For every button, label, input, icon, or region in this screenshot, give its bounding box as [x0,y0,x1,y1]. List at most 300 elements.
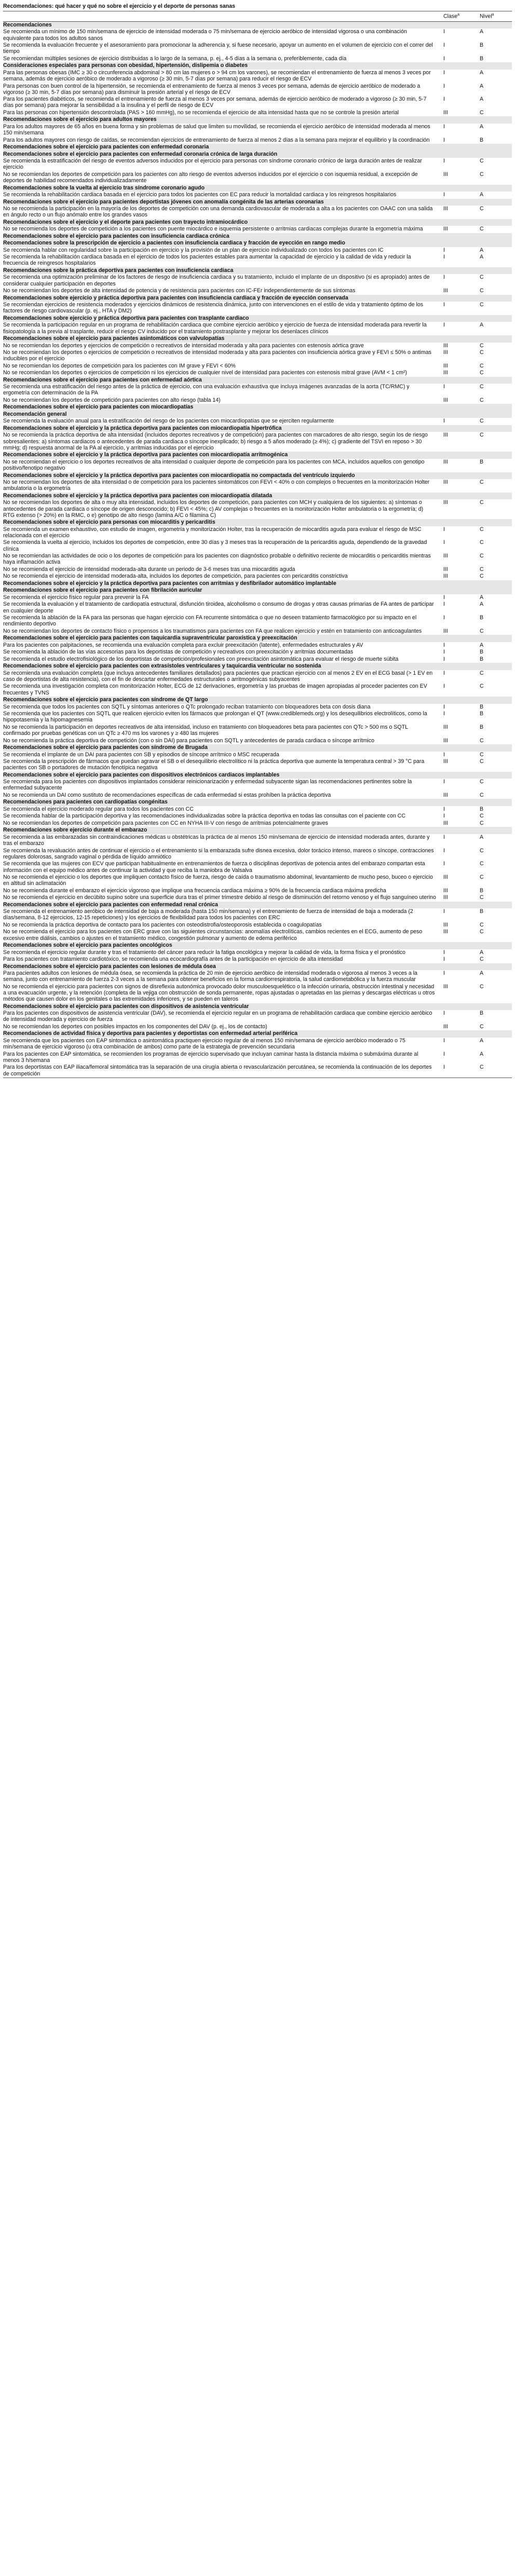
class-value: III [443,206,448,212]
recommendation-text: No se recomienda la práctica deportiva de competición (con o sin DAI) para pacientes con SQTL y antecedentes de parada cardiaca o síncope arrítmico [3,737,375,744]
class-value: I [443,806,445,812]
recommendation-text: Se recomienda hablar de la participación deportiva y las recomendaciones individualizadas sobre la práctica deportiva en todas las consultas con el paciente con CC [3,813,405,820]
section-title: Recomendaciones sobre el ejercicio para adultos mayores [3,116,512,124]
class-value: I [443,861,445,867]
recommendation-text: No se recomienda un DAI como sustituto de recomendaciones específicas de cada enfermedad si estas prohíben la práctica deportiva [3,792,331,798]
class-value: I [443,254,445,261]
recommendation-row [3,110,512,117]
class-value: I [443,949,445,956]
section-title: Recomendaciones sobre ejercicio y práctica deportiva para pacientes con insuficiencia cardiaca y fracción de eyección conservada [3,295,512,302]
class-value: I [443,649,445,656]
section-title: Recomendaciones sobre el ejercicio para pacientes con insuficiencia cardiaca crónica [3,233,512,240]
level-value: B [480,806,484,812]
recommendation-row [3,247,512,254]
recommendation-row [3,288,512,295]
recommendation-row [3,1024,512,1031]
section-header-row [3,697,512,704]
recommendation-row [3,254,512,267]
level-value: A [480,834,484,840]
section-title: Recomendaciones sobre el ejercicio para pacientes con dispositivos electrónicos cardiacos implantables [3,772,512,779]
recommendation-row [3,929,512,942]
level-value: A [480,949,484,956]
level-value: B [480,887,484,894]
recommendation-row [3,302,512,315]
level-value: A [480,601,484,608]
section-title: Recomendaciones sobre el ejercicio y la práctica deportiva para pacientes con miocardiopatía dilatada [3,493,512,500]
level-value: C [480,553,484,560]
recommendation-row [3,984,512,1003]
recommendation-text: Se recomiendan ejercicios de resistencia moderados y ejercicios dinámicos de resistencia dinámica, junto con intervenciones en el estilo de vida y tratamiento óptimo de los factores de riesgo cardiovascular (p. ej., HTA y DM2) [3,302,424,315]
level-value: C [480,813,484,820]
section-header-row [3,472,512,480]
level-value: C [480,384,484,390]
class-value: I [443,656,445,662]
recommendation-text: Se recomiendan múltiples sesiones de ejercicio distribuidas a lo largo de la semana, p. ej., 4-5 días a la semana o, preferiblemente, cada día [3,55,347,62]
section-title: Recomendaciones sobre el ejercicio para pacientes deportistas jóvenes con anomalía congénita de las arterias coronarias [3,199,512,206]
recommendation-text: Para los pacientes con palpitaciones, se recomienda una evaluación completa para excluir preexcitación (latente), enfermedades estructurales y AV [3,642,363,648]
class-value: I [443,123,445,130]
level-value: C [480,370,484,376]
section-title: Recomendaciones sobre el ejercicio para pacientes con enfermedad renal crónica [3,902,512,909]
section-header-row [3,411,512,418]
class-value: III [443,566,448,573]
recommendation-text: No se recomienda la participación en la mayoría de los deportes de competición con una demanda cardiovascular de moderada a alta a los pacientes con OAAC con una salida en ángulo recto o un flujo anómalo entre los grandes vasos [3,206,433,219]
level-value: C [480,683,484,690]
class-value: III [443,397,448,403]
recommendation-row [3,813,512,820]
recommendation-text: Para las personas con hipertensión descontrolada (PAS > 160 mmHg), no se recomienda el ejercicio de alta intensidad hasta que no se controle la presión arterial [3,109,399,116]
level-value: B [480,908,484,915]
recommendation-text: No se recomienda la participación en deportes recreativos de alta intensidad, incluso en tratamiento con bloqueadores beta para pacientes con QTc > 500 ms o SQTL confirmado por pruebas genéticas con un QTc ≥ 470 ms los varones y ≥ 480 las mujeres [3,724,408,737]
level-value: C [480,573,484,580]
recommendation-row [3,1051,512,1065]
section-title: Recomendaciones sobre la prescripción de ejercicio a pacientes con insuficiencia cardiaca y fracción de eyección en rango medio [3,240,512,247]
level-value: C [480,342,484,349]
recommendation-row [3,848,512,861]
section-header-row [3,295,512,302]
recommendation-row [3,566,512,574]
recommendation-text: No se recomiendan los deportes y ejercicios de competición o recreativos de intensidad moderada y alta para pacientes con estenosis aórtica grave [3,342,364,349]
section-header-row [3,587,512,594]
level-value: C [480,894,484,901]
level-value: B [480,458,484,465]
section-header-row [3,452,512,459]
class-value: I [443,683,445,690]
section-title: Recomendaciones de actividad física y deportiva para pacientes y deportistas con enfermedad arterial periférica [3,1030,512,1038]
section-title: Recomendaciones sobre el ejercicio y la práctica deportiva para pacientes con miocardiopatía hipertrófica [3,425,512,432]
level-value: C [480,349,484,356]
recommendation-row [3,206,512,219]
level-value: C [480,171,484,178]
section-header-row [3,219,512,226]
recommendation-text: Se recomienda que las mujeres con ECV que participan habitualmente en entrenamientos de fuerza o disciplinas deportivas de potencia antes del embarazo compartan esta información con el equipo médico antes de continuar la actividad y que reciba la maniobra de Valsalva [3,861,425,874]
recommendation-text: Se recomienda la participación regular en un programa de rehabilitación cardiaca que combine ejercicio aeróbico y ejercicio de fuerza de intensidad moderada para revertir la fisiopatología a la previa al trasplante, reducir el riesgo CV inducido por el tratamiento postrasplante y mejorar los desenlaces clínicos [3,322,427,335]
recommendation-row [3,499,512,519]
level-value: C [480,628,484,634]
class-value: III [443,874,448,881]
recommendation-text: Se recomienda la revaluación antes de continuar el ejercicio o el entrenamiento si la embarazada sufre disnea excesiva, dolor torácico intenso, mareos o síncope, contracciones regulares dolorosas, sangrado vaginal o pérdida de líquido amniótico [3,847,434,860]
recommendation-row [3,539,512,553]
class-value: I [443,1010,445,1017]
class-value: III [443,894,448,901]
section-title: Recomendaciones sobre el ejercicio para pacientes con síndrome de QT largo [3,697,512,704]
recommendation-text: No se recomiendan los deportes o ejercicios de competición o recreativos de intensidad moderada y alta para pacientes con insuficiencia aórtica grave y FEVI ≤ 50% o antimas inducibles por el ejercicio [3,349,431,362]
section-title: Recomendaciones sobre el ejercicio para pacientes con enfermedad coronaria crónica de larga duración [3,151,512,158]
section-header-row [3,580,512,588]
section-title: Recomendaciones sobre el ejercicio para personas con miocarditis y pericarditis [3,519,512,526]
recommendation-row [3,792,512,799]
recommendation-text: Se recomienda el ejercicio moderado regular para todos los pacientes con CC [3,806,194,812]
recommendation-text: Para los deportistas con EAP iliaca/femoral sintomática tras la separación de una cirugía abierta o revascularización percutánea, se recomienda la continuación de los deportes de competición [3,1064,443,1078]
level-value: C [480,109,484,116]
recommendation-text: No se recomiendan el ejercicio o los deportes recreativos de alta intensidad o cualquier deporte de competición para los pacientes con MCA, incluidos aquellos con genotipo positivo/fenotipo negativo [3,458,425,472]
section-header-row [3,233,512,240]
recommendation-row [3,1064,512,1078]
section-title: Recomendaciones [3,21,512,29]
recommendation-text: Se recomienda la ablación de las vías accesorias para los deportistas de competición y recreativos con preexcitación y arritmias documentadas [3,649,354,656]
section-header-row [3,240,512,247]
recommendation-row [3,642,512,649]
level-value: B [480,137,484,143]
class-value: I [443,970,445,977]
recommendation-row [3,343,512,350]
level-value: A [480,69,484,76]
recommendation-text: Se recomienda que los pacientes con EAP sintomática o asintomática practiquen ejercicio regular de al menos 150 min/semana de ejercicio aeróbico moderado o 75 min/semana de ejercicio vigoroso (u otra combinación de ambos) como parte de la estrategia de prevención secundaria [3,1037,405,1051]
recommendation-text: No se recomiendan los deportes de competición para los pacientes con IM grave y FEVI < 60% [3,362,236,369]
level-value: B [480,656,484,662]
section-header-row [3,799,512,806]
recommendation-text: Se recomienda la vuelta al ejercicio, incluidos los deportes de competición, entre 30 días y 3 meses tras la recuperación de la pericarditis aguda, dependiendo de la gravedad clínica [3,539,427,552]
level-value: C [480,820,484,826]
recommendation-row [3,459,512,472]
level-value: C [480,1023,484,1030]
recommendation-text: No se recomiendan los deportes de competición para pacientes con alto riesgo (tabla 14) [3,397,221,403]
section-title: Recomendaciones sobre el ejercicio para pacientes con síndrome de Brugada [3,744,512,752]
recommendation-text: No se recomiendan las actividades de ocio o los deportes de competición para los pacientes con diagnóstico probable o definitivo reciente de miocarditis o pericarditis mientras haya inflamación activa [3,553,431,566]
section-header-row [3,902,512,909]
recommendation-text: Para personas con buen control de la hipertensión, se recomienda el entrenamiento de fuerza al menos 3 veces por semana, además de ejercicio aeróbico de moderado a vigoroso (≥ 30 min, 5-7 días por semana) para disminuir la presión arterial y el riesgo de ECV [3,83,421,96]
class-value: III [443,432,448,439]
section-header-row [3,963,512,971]
recommendation-row [3,628,512,635]
section-title: Recomendaciones sobre el ejercicio para pacientes con enfermedad coronaria [3,144,512,151]
level-value: C [480,226,484,233]
section-title: Recomendación general [3,411,512,418]
recommendation-row [3,432,512,452]
class-value: I [443,956,445,963]
class-value: I [443,69,445,76]
level-value: C [480,499,484,506]
recommendation-text: Para los adultos mayores de 65 años en buena forma y sin problemas de salud que limiten su movilidad, se recomienda el ejercicio aeróbico de intensidad moderada al menos 150 min/semana [3,123,430,137]
recommendation-row [3,752,512,759]
section-title: Recomendaciones sobre el ejercicio y la práctica deportiva para pacientes con miocardiopatía no compactada del ventrículo izquierdo [3,472,512,480]
level-value: A [480,322,484,329]
recommendation-text: Se recomienda el estudio electrofisiológico de los deportistas de competición/profesionales con preexcitación asintomática para evaluar el riesgo de muerte súbita [3,656,399,662]
section-title: Recomendaciones sobre el ejercicio y la práctica deportiva para pacientes con miocardiopatía arritmogénica [3,452,512,459]
section-title: Recomendaciones sobre el ejercicio y la práctica deportiva para pacientes con arritmias y desfibrilador automático implantable [3,580,512,588]
level-value: C [480,1064,512,1078]
section-header-row [3,315,512,322]
recommendation-row [3,29,512,42]
header-recommendation [3,11,443,21]
class-value: III [443,479,448,486]
recommendation-row [3,56,512,63]
class-value: III [443,573,448,580]
recommendation-row [3,124,512,137]
level-value: B [480,55,484,62]
recommendation-row [3,874,512,888]
section-header-row [3,144,512,151]
class-value: I [443,642,445,648]
class-value: I [443,1037,445,1044]
section-title: Recomendaciones sobre la vuelta al ejercicio tras síndrome coronario agudo [3,185,512,192]
section-header-row [3,1030,512,1038]
recommendation-text: Se recomienda la prescripción de fármacos que puedan agravar el SB o el desequilibrio electrolítico ni la práctica deportiva que aumente la temperatura central > 39 °C para pacientes con SB o portadores de mutación fenotípica negativa [3,758,425,771]
section-title: Recomendaciones sobre el ejercicio para pacientes con miocardiopatías [3,404,512,411]
section-title: Recomendaciones sobre el ejercicio para pacientes con lesiones de médula ósea [3,963,512,971]
recommendation-text: Se recomienda una investigación completa con monitorización Holter, ECG de 12 derivaciones, ergometría y las pruebas de imagen apropiadas al proceder pacientes con EV frecuentes y TVNS [3,683,427,696]
level-value: B [480,649,484,656]
class-value: III [443,887,448,894]
recommendation-text: Se recomienda la evaluación y el tratamiento de cardiopatía estructural, disfunción tiroidea, alcoholismo o consumo de drogas y otras causas primarias de FA antes de participar en cualquier deporte [3,601,434,614]
recommendation-text: Se recomienda el entrenamiento aeróbico de intensidad de baja a moderada (hasta 150 min/semana) y el entrenamiento de fuerza de intensidad de baja a moderada (2 días/semana, 8-12 ejercicios, 12-15 repeticiones) y los ejercicios de flexibilidad para todos los pacientes con ERC [3,908,413,921]
level-value: C [480,861,484,867]
section-header-row [3,377,512,384]
footnote-marker: a [492,13,494,17]
class-value: I [443,418,445,425]
class-value: I [443,302,445,308]
section-header-row [3,744,512,752]
recommendation-text: Para pacientes adultos con lesiones de médula ósea, se recomienda la práctica de 20 min de ejercicio aeróbico de intensidad moderada o vigorosa al menos 3 veces a la semana, junto con entrenamiento de fuerza 2-3 veces a la semana para obtener beneficios en la forma cardiorrespiratoria, la salud cardiometabólica y la fuerza muscular [3,970,417,983]
recommendation-row [3,384,512,397]
section-header-row [3,404,512,411]
recommendation-row [3,1038,512,1051]
recommendation-text: No se recomienda el ejercicio de intensidad moderada-alta durante un periodo de 3-6 meses tras una miocarditis aguda [3,566,295,573]
recommendations-table-page [0,0,515,1081]
section-title: Recomendaciones sobre el ejercicio para pacientes con enfermedad aórtica [3,377,512,384]
class-value: III [443,288,448,294]
recommendation-text: No se recomienda el ejercicio o los deportes que impliquen contacto físico de fuerza, riesgo de caída o traumatismo abdominal, levantamiento de mucho peso, buceo o ejercicio en altitud sin aclimatación [3,874,433,887]
recommendation-row [3,370,512,377]
section-title: Recomendaciones sobre el ejercicio para pacientes oncológicos [3,942,512,949]
level-value: B [480,711,484,717]
class-value: I [443,83,445,89]
recommendation-text: Se recomienda la estratificación del riesgo de eventos adversos inducidos por el ejercicio para personas con síndrome coronario crónico de larga duración antes de realizar ejercicio [3,158,422,171]
level-value: C [480,670,484,676]
recommendation-row [3,820,512,827]
class-value: I [443,192,445,198]
class-value: III [443,362,448,369]
level-value: A [480,970,484,977]
class-value: III [443,370,448,376]
recommendation-row [3,861,512,874]
class-value: I [443,1051,445,1057]
class-value: I [443,29,445,35]
recommendation-text: Se recomienda una evaluación completa (que incluya antecedentes familiares detallados) para pacientes que practican ejercicio con al menos 2 EV en el ECG basal (> 1 EV en caso de deportistas de alta resistencia), con el fin de descartar enfermedades estructurales o arritmogénicas subyacentes [3,670,433,683]
level-value: C [480,158,484,165]
recommendation-text: Se recomienda hablar con regularidad sobre la participación en ejercicio y la provisión de un plan de ejercicio individualizado con todos los pacientes con IC [3,247,384,253]
recommendation-row [3,670,512,684]
level-value: C [480,206,484,212]
section-title: Recomendaciones sobre el ejercicio para pacientes asintomáticos con valvulopatías [3,335,512,343]
table-body [3,21,512,1078]
recommendation-row [3,704,512,711]
recommendation-row [3,594,512,602]
section-header-row [3,335,512,343]
level-value: C [480,274,484,281]
level-value: A [480,123,484,130]
recommendation-row [3,226,512,233]
section-title: Recomendaciones sobre ejercicio y práctica deportiva para pacientes con trasplante cardiaco [3,315,512,322]
level-value: C [480,397,484,403]
class-value: III [443,1023,448,1030]
class-value: I [443,711,445,717]
recommendation-row [3,83,512,97]
level-value: B [480,1010,484,1017]
recommendation-row [3,70,512,83]
recommendation-row [3,42,512,56]
recommendation-text: No se recomienda el ejercicio en decúbito supino sobre una superficie dura tras el primer trimestre debido al riesgo de disminución del retorno venoso y el flujo sanguíneo uterino [3,894,436,901]
section-title: Recomendaciones sobre el ejercicio para pacientes con taquicardia supraventricular paroxística y preexcitación [3,635,512,642]
class-value: I [443,384,445,390]
section-header-row [3,21,512,29]
recommendation-row [3,922,512,929]
class-value: III [443,983,448,990]
section-header-row [3,942,512,949]
class-value: I [443,601,445,608]
class-value: I [443,42,445,49]
class-value: III [443,226,448,233]
section-header-row [3,635,512,642]
section-title: Recomendaciones sobre el ejercicio para pacientes con dispositivos de asistencia ventricular [3,1003,512,1011]
section-header-row [3,185,512,192]
recommendation-text: Se recomienda un mínimo de 150 min/semana de ejercicio de intensidad moderada o 75 min/semana de ejercicio aeróbico de intensidad vigorosa o una combinación equivalente para todos los adultos sanos [3,29,407,42]
recommendation-text: Se recomienda el ejercicio regular durante y tras el tratamiento del cáncer para reducir la fatiga oncológica y mejorar la calidad de vida, la forma física y el pronóstico [3,949,405,956]
level-value: C [480,779,484,785]
section-header-row [3,116,512,124]
recommendation-row [3,656,512,663]
recommendation-row [3,96,512,110]
recommendation-row [3,418,512,425]
recommendation-row [3,397,512,404]
class-value: III [443,820,448,826]
recommendation-row [3,573,512,580]
recommendation-text: Para los pacientes con dispositivos de asistencia ventricular (DAV), se recomienda el ejercicio regular en un programa de rehabilitación cardiaca que combine ejercicio aeróbico de intensidad moderada y ejercicio de fuerza [3,1010,432,1023]
recommendation-row [3,683,512,697]
level-value: B [480,615,484,621]
level-value: C [480,302,484,308]
class-value: III [443,792,448,798]
recommendation-row [3,322,512,335]
class-value: III [443,628,448,634]
level-value: A [480,29,484,35]
level-value: C [480,758,484,765]
class-value: I [443,847,445,854]
recommendation-text: No se recomienda el ejercicio de intensidad moderada-alta, incluidos los deportes de competición, para pacientes con pericarditis constrictiva [3,573,348,580]
recommendation-text: Se recomienda a las embarazadas sin contraindicaciones médicas u obstétricas la práctica de al menos 150 min/semana de ejercicio de intensidad moderada antes, durante y tras el embarazo [3,834,430,847]
class-value: I [443,322,445,329]
footnote-marker: a [457,13,459,17]
class-value: III [443,758,448,765]
recommendation-text: Se recomienda el implante de un DAI para pacientes con SB y episodios de síncope arrítmico o MSC recuperada [3,751,279,758]
class-value: I [443,615,445,621]
recommendation-row [3,834,512,848]
class-value: I [443,1064,480,1078]
section-header-row [3,519,512,526]
class-value: I [443,779,445,785]
recommendation-text: Se recomienda la ablación de la FA para las personas que hagan ejercicio con FA recurrente sintomática o que no deseen tratamiento farmacológico por su impacto en el rendimiento deportivo [3,615,417,628]
recommendation-row [3,894,512,902]
recommendation-text: No se recomiendan los deportes de contacto físico o propensos a los traumatismos para pacientes con FA que realicen ejercicio y estén en tratamiento con anticoagulantes [3,628,422,634]
class-value: III [443,458,448,465]
section-header-row [3,663,512,670]
recommendation-text: Se recomienda una optimización preliminar de los factores de riesgo de insuficiencia cardiaca y su tratamiento, incluido el implante de un dispositivo (si es apropiado) antes de considerar cualquier participación en deportes [3,274,430,287]
level-value: A [480,1051,484,1057]
class-value: I [443,158,445,165]
header-clase: Clase$^a$ [443,13,459,20]
recommendation-row [3,479,512,493]
recommendation-text: Se recomienda la rehabilitación cardiaca basada en el ejercicio de todos los pacientes estables para aumentar la capacidad de ejercicio y la calidad de vida y reducir la frecuencia de reingresos hospitalarios [3,254,411,267]
recommendation-text: No se recomienda la práctica deportiva de alta intensidad (incluidos deportes recreativos y de competición) para pacientes con marcadores de alto riesgo, según los de riesgo sobresalientes: a) síntomas cardiacos o antecedentes de parada cardiaca o síncope inexplicado; b) riesgo a 5 años moderado (≥ 4%); c) gradiente del TSVI en reposo > 30 mmHg; d) respuesta anormal de la PA al ejercicio, y arritmias inducidas por el ejercicio [3,432,428,451]
recommendation-row [3,888,512,895]
recommendation-row [3,601,512,615]
recommendation-row [3,758,512,772]
level-value: C [480,418,484,425]
table-header [3,11,512,21]
section-header-row [3,151,512,158]
section-title: Recomendaciones sobre el ejercicio para pacientes con extrasístoles ventriculares y taquicardia ventricular no sostenida [3,663,512,670]
level-value: B [480,42,484,49]
recommendation-text: Se recomienda la rehabilitación cardiaca basada en el ejercicio para todos los pacientes con EC para reducir la mortalidad cardiaca y los reingresos hospitalarios [3,192,397,198]
recommendation-text: No se recomiendan los deportes de alta intensidad de potencia y de resistencia para pacientes con IC-FEr independientemente de sus síntomas [3,288,356,294]
level-value: C [480,737,484,744]
class-value: III [443,724,448,730]
section-title: Recomendaciones sobre ejercicio durante el embarazo [3,827,512,834]
recommendation-text: Se recomienda para los pacientes con dispositivos implantados considerar reinicionarización y enfermedad subyacente sigan las recomendaciones pertinentes sobre la enfermedad subyacente [3,779,412,792]
recommendation-row [3,171,512,185]
level-value: A [480,594,484,601]
recommendation-text: Se recomienda que los pacientes con SQTL que realicen ejercicio eviten los fármacos que prolongan el QT (www.crediblemeds.org) y los desequilibrios electrolíticos, como la hipopotasemia y la hipomagnesemia [3,711,427,724]
class-value: I [443,539,445,546]
table-title: Recomendaciones: qué hacer y qué no sobre el ejercicio y el deporte de personas sanas [3,3,235,9]
class-value: III [443,342,448,349]
level-value: C [480,929,484,935]
recommendation-text: Para los pacientes con EAP sintomática, se recomienden los programas de ejercicio supervisado que incluyan caminar hasta la distancia máxima o submáxima durante al menos 3 h/semana [3,1051,418,1064]
recommendation-row [3,615,512,628]
section-header-row [3,1003,512,1011]
recommendation-text: Se recomienda que todos los pacientes con SQTL y síntomas anteriores o QTc prolongado reciban tratamiento con bloqueadores beta con dosis diana [3,703,371,710]
section-title: Recomendaciones sobre la práctica deportiva para pacientes con insuficiencia cardiaca [3,267,512,275]
section-header-row [3,493,512,500]
header-nivel: Nivel$^a$ [480,13,494,20]
level-value: C [480,539,484,546]
recommendation-row [3,553,512,566]
recommendation-text: No se recomiendan los deportes de competición para pacientes con CC en NYHA III-V con riesgo de arritmias potencialmente graves [3,820,328,826]
recommendation-text: Se recomienda un examen exhaustivo, con estudio de imagen, ergometría y monitorización Holter, tras la recuperación de miocarditis aguda para evaluar el riesgo de MSC relacionada con el ejercicio [3,526,422,539]
recommendation-text: Se recomienda el ejercicio físico regular para prevenir la FA [3,594,149,601]
class-value: I [443,274,445,281]
recommendation-row [3,949,512,957]
recommendation-row [3,137,512,144]
recommendation-row [3,526,512,540]
section-header-row [3,425,512,432]
recommendation-row [3,908,512,922]
class-value: III [443,737,448,744]
level-value: C [480,792,484,798]
class-value: I [443,834,445,840]
recommendation-text: Se recomienda la evaluación anual para la estratificación del riesgo de los pacientes con miocardiopatías que se ejerciten regularmente [3,418,334,425]
recommendation-text: No se recomienda la práctica deportiva de contacto para los pacientes con osteodistrofia/osteoporosis establecida o coagulopatías [3,921,322,928]
